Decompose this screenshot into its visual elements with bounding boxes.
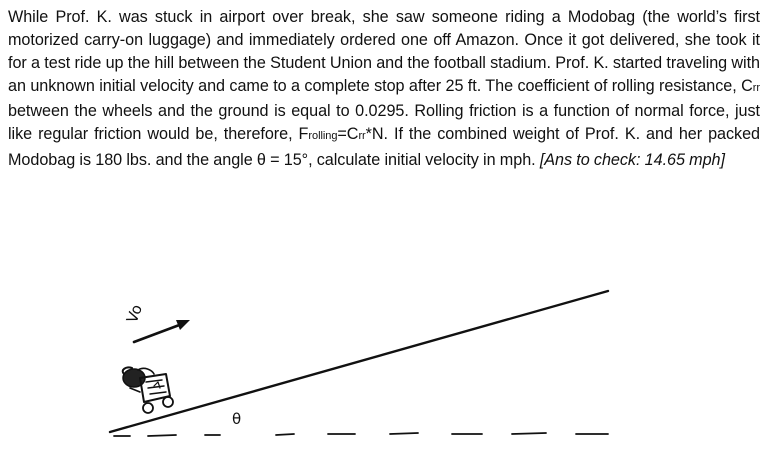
modobag-rider (123, 367, 173, 413)
problem-statement (8, 6, 760, 172)
angle-label: θ (232, 410, 242, 428)
problem-text-part-4: *N. If the combined weight of Prof. K. and her packed Modobag is 180 lbs. and the angle θ = 15°, calculate initial velocity in mph. (8, 125, 760, 169)
velocity-label: Vo (122, 302, 147, 326)
problem-text-part-3: =C (337, 125, 359, 144)
horizontal-dashed-line (114, 433, 608, 436)
problem-text-part-1: While Prof. K. was stuck in airport over break, she saw someone riding a Modobag (the world’s first motorized carry-on luggage) and immediately ordered one off Amazon. Once it got delivered, she took it for a test ride up the hill between the Student Union and the football stadium. Prof. K. started traveling with an unknown initial velocity and came to a complete stop after 25 ft. The coefficient of rolling resistance, C (8, 8, 760, 96)
problem-text-part-2: between the wheels and the ground is equal to 0.0295. Rolling friction is a function of normal force, just like regular friction would be, therefore, F (8, 102, 760, 144)
incline-diagram (100, 274, 620, 462)
incline-line (110, 291, 608, 432)
crr-subscript-2: rr (358, 130, 366, 143)
velocity-arrow (134, 320, 190, 342)
crr-subscript: rr (752, 82, 760, 95)
rolling-subscript: rolling (308, 130, 338, 143)
answer-check: [Ans to check: 14.65 mph] (539, 150, 725, 169)
